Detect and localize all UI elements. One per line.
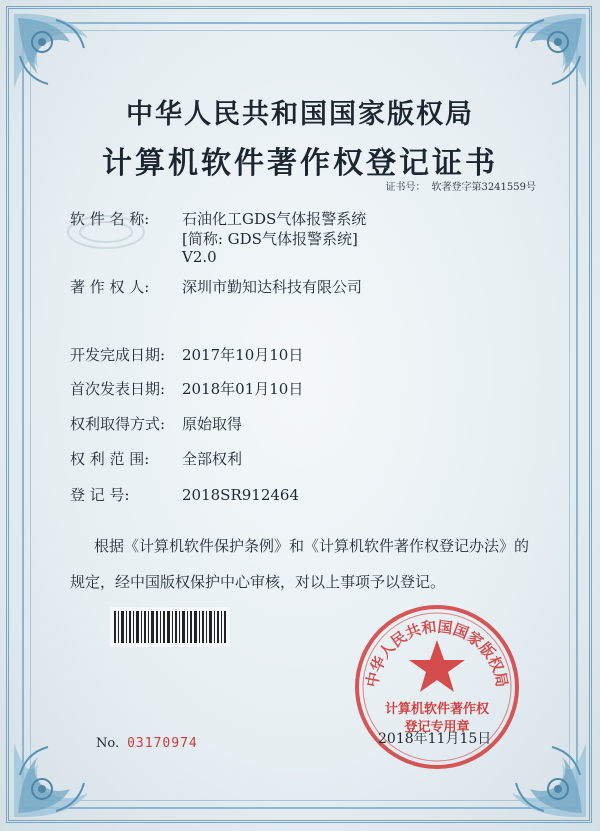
certificate-number (379, 178, 536, 193)
statement-line-2: 规定，经中国版权保护中心审核，对以上事项予以登记。 (70, 573, 446, 591)
reg-value: 2018SR912464 (182, 486, 300, 504)
acquire-value: 原始取得 (182, 415, 243, 433)
dev-date-row (70, 344, 303, 365)
scope-value: 全部权利 (182, 450, 243, 468)
certificate-title: 计算机软件著作权登记证书 (102, 146, 498, 181)
acquire-row (70, 413, 242, 434)
reg-label: 登 记 号: (70, 486, 130, 504)
software-name-row (70, 208, 366, 229)
corner-ornament-icon (8, 703, 128, 823)
owner-value: 深圳市勤知达科技有限公司 (182, 278, 363, 296)
statement-line-1: 根据《计算机软件保护条例》和《计算机软件著作权登记办法》的 (94, 537, 530, 555)
scope-label: 权 利 范 围: (70, 450, 150, 468)
certificate-number-label: 证书号： (385, 182, 426, 193)
acquire-label: 权利取得方式: (70, 415, 166, 433)
software-name-label: 软 件 名 称: (70, 210, 150, 228)
software-name-value: 石油化工GDS气体报警系统 (182, 210, 367, 228)
serial-number (96, 736, 198, 751)
statement (70, 528, 540, 600)
seal-star-icon (409, 640, 465, 692)
seal-text-line-2: 登记专用章 (404, 720, 470, 735)
pub-date-label: 首次发表日期: (70, 380, 166, 398)
owner-label: 著 作 权 人: (70, 278, 150, 296)
certificate-number-value: 软著登字第3241559号 (431, 182, 536, 193)
reg-row (70, 484, 299, 505)
owner-row (70, 276, 362, 297)
serial-value: 03170974 (127, 736, 198, 751)
seal-ring-text: 中华人民共和国国家版权局 (362, 617, 512, 689)
pub-date-row (70, 378, 303, 399)
short-name: [简称: GDS气体报警系统] (182, 230, 358, 248)
issue-date: 2018年11月15日 (378, 731, 492, 747)
issuer-title: 中华人民共和国国家版权局 (126, 99, 474, 130)
pub-date-value: 2018年01月10日 (182, 380, 304, 398)
scope-row (70, 448, 242, 469)
dev-date-value: 2017年10月10日 (182, 346, 304, 364)
dev-date-label: 开发完成日期: (70, 346, 166, 364)
version: V2.0 (182, 248, 217, 266)
seal-text-line-1: 计算机软件著作权 (384, 702, 489, 717)
barcode-icon (110, 607, 230, 647)
serial-label: No. (96, 736, 120, 751)
